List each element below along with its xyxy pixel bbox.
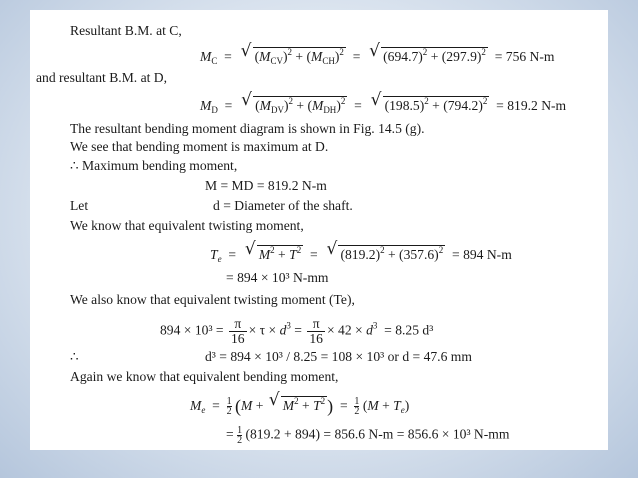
diameter-definition: d = Diameter of the shaft. bbox=[213, 198, 353, 213]
me-result: = $\frac{1}{2}$ (819.2 + 894) = 856.6 N-m = 856.6 × 10³ N-mm bbox=[226, 425, 510, 446]
torsion-rhs: = 8.25 d³ bbox=[384, 322, 434, 338]
te-in-nmm: = 894 × 10³ N-mm bbox=[226, 270, 329, 285]
equation-mc: $M_C$ = √ $(M_{CV})^2 + (M_{CH})^2$ = √ $(694.7)^2 + (297.9)^2 = 756$ N-m bbox=[200, 47, 554, 64]
bm-max-sentence: We see that bending moment is maximum at D. bbox=[70, 139, 329, 154]
max-bm-value: M = MD = 819.2 N-m bbox=[205, 178, 327, 193]
therefore-symbol: ∴ bbox=[70, 349, 79, 364]
me-result-text: (819.2 + 894) = 856.6 N-m = 856.6 × 10³ N-mm bbox=[245, 426, 510, 442]
md-result: = 819.2 N-m bbox=[496, 98, 567, 113]
let-label: Let bbox=[70, 198, 89, 213]
equation-md: $M_D$ = √ $(M_{DV})^2 + (M_{DH})^2$ = √ $(198.5)^2 + (794.2)^2 = 819.2$ N-m bbox=[200, 96, 566, 113]
equation-torsion: 894 × 10³ = $\frac{\pi}{16}$ × $\tau \times d^3$ = $\frac{\pi}{16}$ × $42 \times d^3 = 8.25$ d³ bbox=[160, 316, 434, 346]
torsion-lhs: 894 × 10³ = bbox=[160, 322, 224, 338]
diameter-result: d³ = 894 × 10³ / 8.25 = 108 × 10³ or d = 47.6 mm bbox=[205, 349, 472, 364]
equiv-bending-label: Again we know that equivalent bending moment, bbox=[70, 369, 339, 384]
equiv-twisting-label: We know that equivalent twisting moment, bbox=[70, 218, 304, 233]
bm-diagram-sentence: The resultant bending moment diagram is shown in Fig. 14.5 (g). bbox=[70, 121, 425, 136]
equation-me: $M_e$ = $\frac{1}{2}$ (M + √ $M^2 + T^2$ ) = $\frac{1}{2}$ $(M + T_e)$ bbox=[190, 396, 409, 416]
equiv-twisting-te-label: We also know that equivalent twisting moment (Te), bbox=[70, 292, 355, 307]
resultant-bm-c-label: Resultant B.M. at C, bbox=[70, 23, 182, 38]
te-result: = 894 N-m bbox=[452, 247, 512, 262]
mc-result: = 756 N-m bbox=[494, 49, 555, 64]
resultant-bm-d-label: and resultant B.M. at D, bbox=[36, 70, 168, 85]
max-bm-label: ∴ Maximum bending moment, bbox=[70, 158, 238, 173]
equation-te: $T_e$ = √ $M^2 + T^2$ = √ $(819.2)^2 + (357.6)^2 = 894$ N-m bbox=[210, 245, 512, 262]
